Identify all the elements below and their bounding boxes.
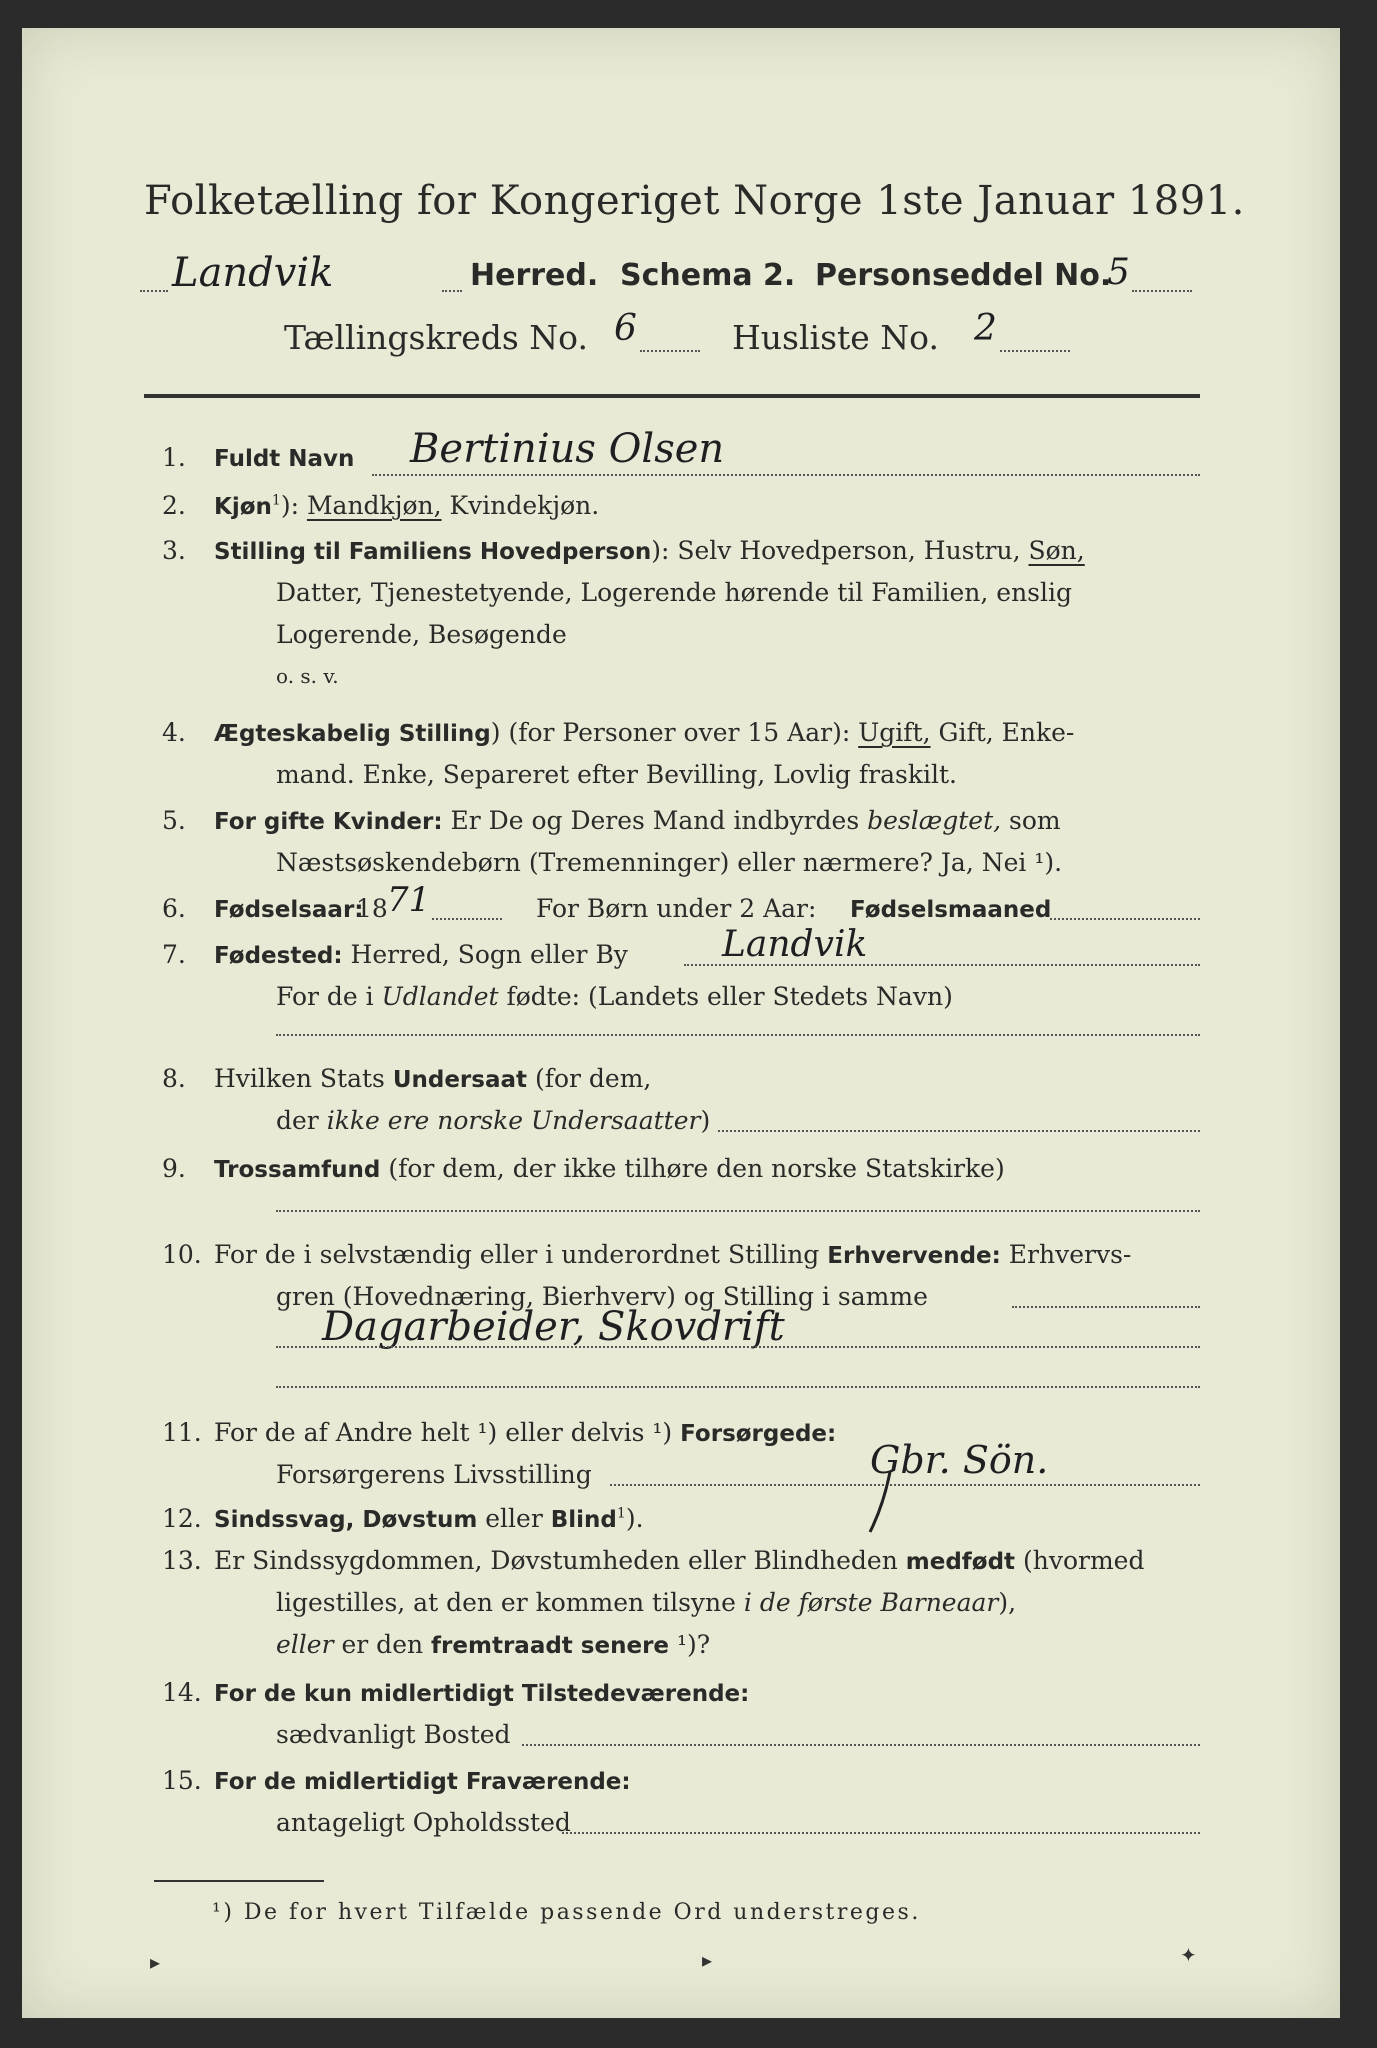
item-7-label: Fødested: [214, 943, 343, 969]
item-9-number: 9. [162, 1154, 186, 1183]
pen-stroke [860, 1468, 900, 1538]
husliste-label: Husliste No. [732, 318, 939, 357]
item-13-number: 13. [162, 1546, 202, 1575]
item-15-number: 15. [162, 1766, 202, 1795]
item-1-value: Bertinius Olsen [410, 426, 725, 472]
item-10-number: 10. [162, 1240, 202, 1269]
item-2-selected-option: Mandkjøn, [306, 491, 442, 520]
header-rule [144, 394, 1200, 398]
form-title: Folketælling for Kongeriget Norge 1ste Januar 1891. [144, 178, 1245, 224]
item-1-label: Fuldt Navn [214, 446, 355, 472]
personseddel-value: 5 [1107, 252, 1130, 293]
census-form-sheet: Folketælling for Kongeriget Norge 1ste Januar 1891. Landvik Herred. Schema 2. Personseddel No. 5 Tællingskreds No. 6 Husliste No. 2 1. Fuldt Navn Bertinius Olsen 2. Kjøn$^1$): Mandkjøn, Kvindekjøn. 3. Stilling til Familiens Hovedperson): Selv Hovedperson, Hustru, Søn, Datter, Tjenestetyende, Logerende hørende til Familien, enslig Logerende, Besøgende o. s. v. 4. Ægteskabelig Stilling) (for Personer over 15 Aar): Ugift, Gift, Enke- mand. Enke, Separeret efter Bevilling, Lovlig fraskilt. 5. For gifte Kvinder: Er De og Deres Mand indbyrdes beslægtet, som Næstsøskendebørn (Tremenninger) eller nærmere? Ja, Nei ¹). 6. Fødselsaar: 18 71 For Børn under 2 Aar: Fødselsmaaned 7. Fødested: Herred, Sogn eller By Landvik For de i Udlandet fødte: (Landets eller Stedets Navn) 8. Hvilken Stats Undersaat (for dem, der ikke ere norske Undersaatter) 9. Trossamfund (for dem, der ikke tilhøre den norske Statskirke) 10. For de i selvstændig eller i underordnet Stilling Erhvervende: Erhvervs- gren (Hovednæring, Bierhverv) og Stilling i samme Dagarbeider, Skovdrift 11. For de af Andre helt ¹) eller delvis ¹) Forsørgede: Forsørgerens Livsstilling Gbr. Sön. 12. Sindssvag, Døvstum eller Blind$^1$). 13. Er Sindssygdommen, Døvstumheden eller Blindheden medfødt (hvormed ligestilles, at den er kommen tilsyne i de første Barneaar), eller er den fremtraadt senere ¹)? 14. For de kun midlertidigt Tilstedeværende: sædvanligt Bosted 15. For de midlertidigt Fraværende: antageligt Opholdssted ¹) De for hvert Tilfælde passende Ord understreges. ▸ ▸ ✦ [22, 28, 1340, 2018]
item-7-number: 7. [162, 940, 186, 969]
item-12-label: Sindssvag, Døvstum [214, 1507, 478, 1533]
husliste-value: 2 [974, 308, 997, 349]
kreds-value: 6 [614, 308, 637, 349]
item-3-label: Stilling til Familiens Hovedperson [214, 539, 652, 565]
item-10-label: Erhvervende: [827, 1243, 1001, 1269]
footnote-text: ¹) De for hvert Tilfælde passende Ord understreges. [212, 1900, 921, 1925]
item-8-label: Undersaat [392, 1067, 527, 1093]
item-4-selected-option: Ugift, [858, 718, 931, 747]
kreds-label: Tællingskreds No. [284, 318, 588, 357]
item-15-label: For de midlertidigt Fraværende: [214, 1769, 631, 1795]
item-12-number: 12. [162, 1504, 202, 1533]
item-11-number: 11. [162, 1418, 202, 1447]
item-6-label: Fødselsaar: [214, 897, 364, 923]
ink-mark: ✦ [1180, 1943, 1197, 1967]
item-5-number: 5. [162, 806, 186, 835]
item-9-label: Trossamfund [214, 1157, 381, 1183]
item-10-value: Dagarbeider, Skovdrift [322, 1304, 785, 1350]
item-5-label: For gifte Kvinder: [214, 809, 443, 835]
item-11-label: Forsørgede: [680, 1421, 837, 1447]
item-13-label: medfødt [905, 1549, 1016, 1575]
ink-mark: ▸ [702, 1948, 713, 1972]
herred-label: Herred. [470, 258, 599, 293]
item-3-number: 3. [162, 536, 186, 565]
item-4-number: 4. [162, 718, 186, 747]
item-8-number: 8. [162, 1064, 186, 1093]
item-2-label: Kjøn [214, 494, 272, 520]
footnote-rule [154, 1880, 324, 1882]
ink-mark: ▸ [150, 1950, 161, 1974]
item-14-label: For de kun midlertidigt Tilstedeværende: [214, 1681, 750, 1707]
item-1-number: 1. [162, 443, 186, 472]
item-3-selected-option: Søn, [1028, 536, 1085, 565]
personseddel-label: Personseddel No. [815, 258, 1112, 293]
schema-label: Schema 2. [620, 258, 796, 293]
item-7-value: Landvik [722, 924, 868, 965]
herred-value: Landvik [172, 250, 334, 296]
item-6-number: 6. [162, 894, 186, 923]
item-4-label: Ægteskabelig Stilling [214, 721, 491, 747]
item-14-number: 14. [162, 1678, 202, 1707]
item-2-number: 2. [162, 491, 186, 520]
item-11-value: Gbr. Sön. [870, 1438, 1049, 1482]
item-6-year-value: 71 [387, 880, 431, 920]
